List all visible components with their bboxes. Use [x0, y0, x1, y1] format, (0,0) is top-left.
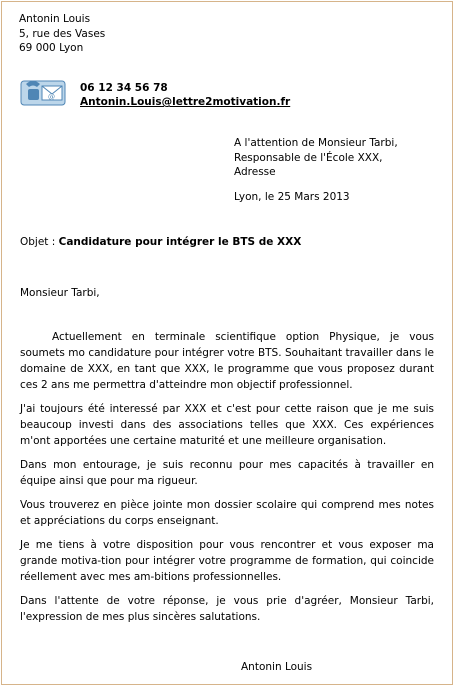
subject-label: Objet :: [20, 236, 59, 248]
paragraph-4: Vous trouverez en pièce jointe mon dossier scolaire qui comprend mes notes et appréciations du corps enseignant.: [20, 499, 434, 527]
salutation: Monsieur Tarbi,: [20, 287, 100, 299]
contact-block: [80, 81, 290, 109]
sender-address: [19, 12, 105, 56]
recipient-line-1: A l'attention de Monsieur Tarbi,: [234, 137, 398, 149]
email-link[interactable]: Antonin.Louis@lettre2motivation.fr: [80, 96, 291, 108]
phone-number: 06 12 34 56 78: [80, 82, 168, 94]
paragraph-6: Dans l'attente de votre réponse, je vous prie d'agréer, Monsieur Tarbi, l'expression de mes plus sincères salutations.: [20, 595, 434, 623]
recipient-line-3: Adresse: [234, 166, 276, 178]
letter-date: Lyon, le 25 Mars 2013: [234, 191, 350, 203]
paragraph-3: Dans mon entourage, je suis reconnu pour mes capacités à travailler en équipe ainsi que pour ma rigueur.: [20, 459, 434, 487]
sender-city: 69 000 Lyon: [19, 42, 84, 54]
svg-text:@: @: [48, 93, 55, 101]
sender-street: 5, rue des Vases: [19, 27, 106, 40]
sender-name: Antonin Louis: [19, 13, 91, 25]
subject-line: [20, 236, 301, 248]
recipient-line-2: Responsable de l'École XXX,: [234, 151, 383, 164]
phone-email-icon: [20, 78, 66, 106]
paragraph-5: Je me tiens à votre disposition pour vous rencontrer et vous exposer ma grande motiva-tion pour intégrer votre programme de formation, qui coincide réellement avec mes am-bitions professionnelles.: [20, 539, 434, 583]
recipient-address: [234, 136, 398, 180]
letter-body: [20, 329, 434, 633]
paragraph-2: J'ai toujours été interessé par XXX et c'est pour cette raison que je me suis beaucoup investi dans des associations telles que XXX. Ces expériences m'ont apportées une certaine maturité et une meilleure organisation.: [20, 403, 434, 447]
paragraph-1: Actuellement en terminale scientifique option Physique, je vous soumets mo candidature pour intégrer votre BTS. Souhaitant travailler dans le domaine de XXX, en tant que XXX, le programme que vous proposez durant ces 2 ans me permettra d'atteindre mon objectif professionnel.: [20, 331, 434, 391]
signature: Antonin Louis: [241, 661, 313, 673]
subject-text: Candidature pour intégrer le BTS de XXX: [58, 236, 302, 248]
